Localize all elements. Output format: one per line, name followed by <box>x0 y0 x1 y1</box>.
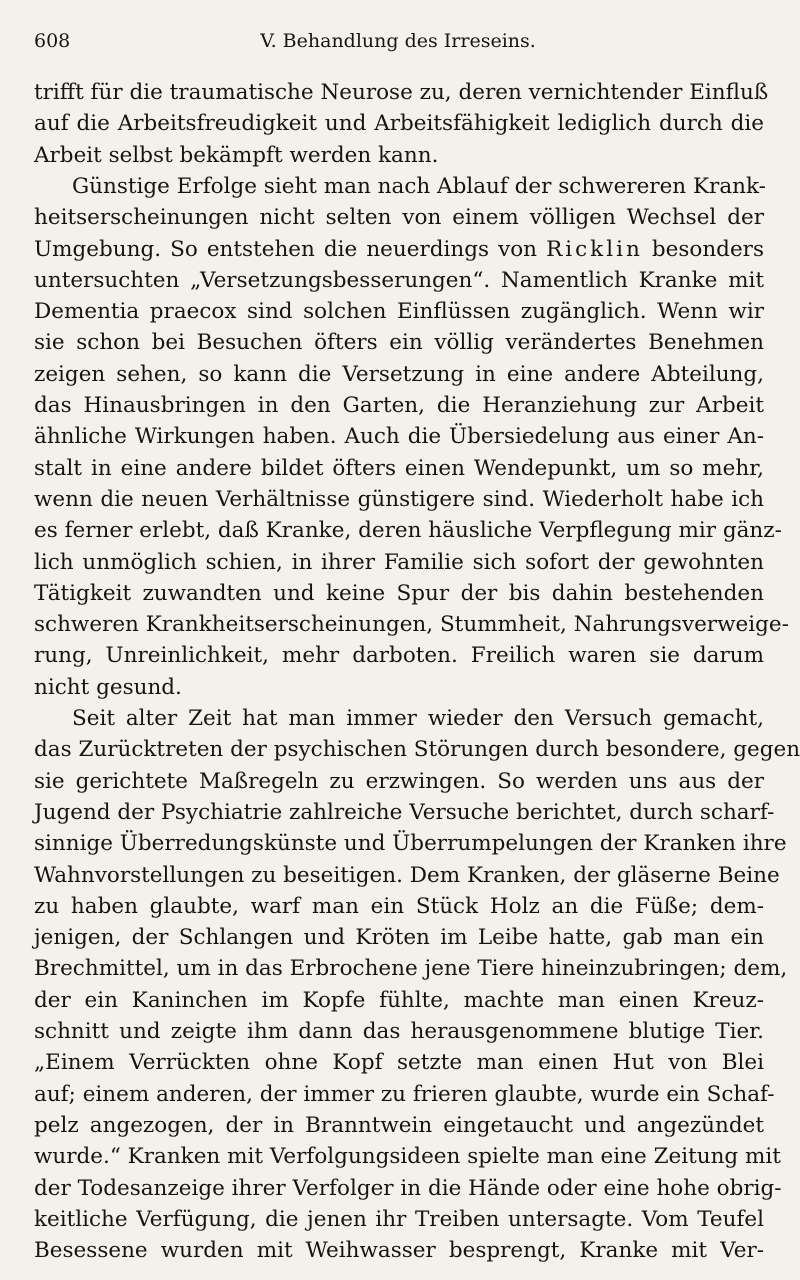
text-line: das Zurücktreten der psychischen Störungen durch besondere, gegen <box>34 737 800 763</box>
text-line: untersuchten „Versetzungsbesserungen“. Namentlich Kranke mit <box>34 267 764 293</box>
text-line: Dementia praecox sind solchen Einflüssen zugänglich. Wenn wir <box>34 299 764 325</box>
text-line: stalt in eine andere bildet öfters einen Wendepunkt, um so mehr, <box>34 455 764 481</box>
emphasized-name: Ricklin <box>546 236 643 262</box>
text-line: keitliche Verfügung, die jenen ihr Treiben untersagte. Vom Teufel <box>34 1206 764 1232</box>
text-line: Brechmittel, um in das Erbrochene jene Tiere hineinzubringen; dem, <box>34 956 788 982</box>
text-line: Umgebung. So entstehen die neuerdings von Ricklin besonders <box>34 236 764 262</box>
text-line: Wahnvorstellungen zu beseitigen. Dem Kranken, der gläserne Beine <box>34 862 780 888</box>
text-line: Seit alter Zeit hat man immer wieder den Versuch gemacht, <box>72 706 764 731</box>
text-line: sie gerichtete Maßregeln zu erzwingen. So werden uns aus der <box>34 768 764 794</box>
text-line: auf; einem anderen, der immer zu frieren glaubte, wurde ein Schaf- <box>34 1081 775 1107</box>
text-line: nicht gesund. <box>34 674 182 700</box>
text-line: schweren Krankheitserscheinungen, Stummheit, Nahrungsverweige- <box>34 612 789 638</box>
text-line: zeigen sehen, so kann die Versetzung in eine andere Abteilung, <box>34 361 764 387</box>
text-line: jenigen, der Schlangen und Kröten im Leibe hatte, gab man ein <box>34 925 764 951</box>
text-line: wurde.“ Kranken mit Verfolgungsideen spielte man eine Zeitung mit <box>34 1144 781 1170</box>
text-line: wenn die neuen Verhältnisse günstigere sind. Wiederholt habe ich <box>34 486 764 512</box>
text-line: schnitt und zeigte ihm dann das herausgenommene blutige Tier. <box>34 1019 764 1044</box>
text-line: „Einem Verrückten ohne Kopf setzte man einen Hut von Blei <box>34 1050 764 1076</box>
text-line: heitserscheinungen nicht selten von einem völligen Wechsel der <box>34 205 764 231</box>
text-line: der Todesanzeige ihrer Verfolger in die Hände oder eine hohe obrig- <box>34 1175 782 1201</box>
text-line: Günstige Erfolge sieht man nach Ablauf der schwereren Krank- <box>72 173 766 199</box>
text-line: ähnliche Wirkungen haben. Auch die Übersiedelung aus einer An- <box>34 424 764 450</box>
page-header <box>34 30 762 62</box>
text-line: Jugend der Psychiatrie zahlreiche Versuche berichtet, durch scharf- <box>34 799 775 825</box>
text-line: der ein Kaninchen im Kopfe fühlte, machte man einen Kreuz- <box>34 987 764 1013</box>
text-line: trifft für die traumatische Neurose zu, deren vernichtender Einfluß <box>34 80 769 105</box>
text-line: sie schon bei Besuchen öfters ein völlig verändertes Benehmen <box>34 330 764 356</box>
text-line: lich unmöglich schien, in ihrer Familie sich sofort der gewohnten <box>34 549 764 575</box>
text-line: auf die Arbeitsfreudigkeit und Arbeitsfähigkeit lediglich durch die <box>34 111 764 137</box>
text-line: zu haben glaubte, warf man ein Stück Holz an die Füße; dem- <box>34 893 764 919</box>
text-line: sinnige Überredungskünste und Überrumpelungen der Kranken ihre <box>34 831 787 857</box>
text-line: rung, Unreinlichkeit, mehr darboten. Freilich waren sie darum <box>34 643 764 669</box>
text-line: das Hinausbringen in den Garten, die Heranziehung zur Arbeit <box>34 393 764 418</box>
text-line: Arbeit selbst bekämpft werden kann. <box>34 142 439 168</box>
text-line: Besessene wurden mit Weihwasser besprengt, Kranke mit Ver- <box>34 1238 764 1264</box>
text-line: es ferner erlebt, daß Kranke, deren häusliche Verpflegung mir gänz- <box>34 518 782 544</box>
text-line: Tätigkeit zuwandten und keine Spur der bis dahin bestehenden <box>34 580 764 606</box>
text-line: pelz angezogen, der in Branntwein eingetaucht und angezündet <box>34 1112 764 1138</box>
page-number: 608 <box>34 30 71 52</box>
running-head: V. Behandlung des Irreseins. <box>260 30 536 52</box>
